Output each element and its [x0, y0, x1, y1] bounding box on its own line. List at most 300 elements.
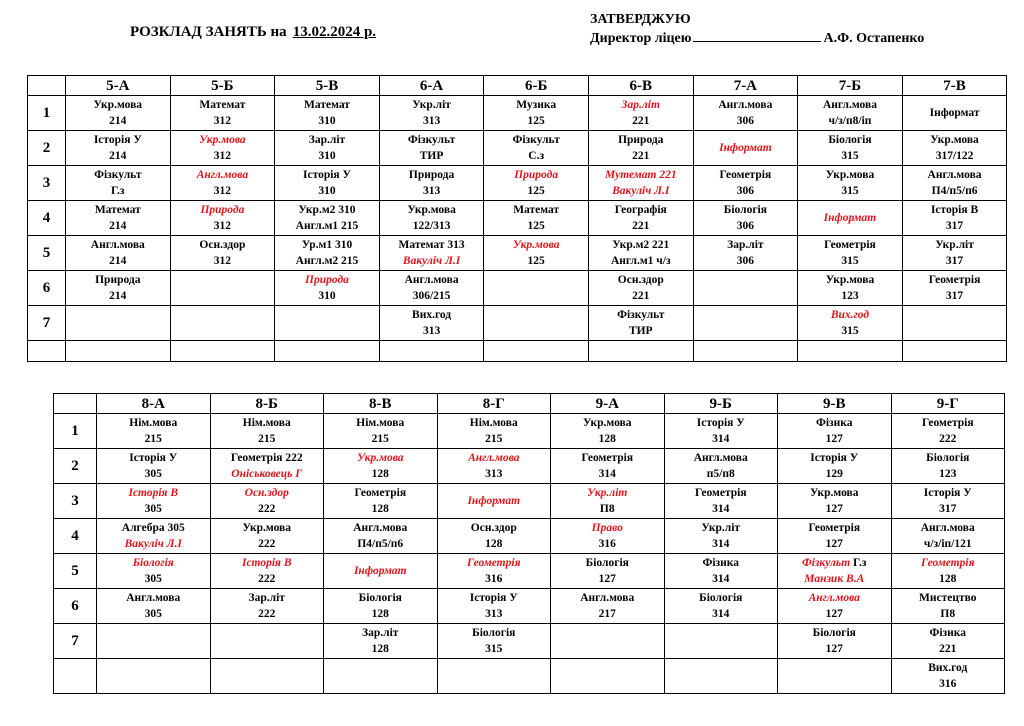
lesson-number — [54, 659, 97, 694]
subject-text: Інформат — [823, 212, 877, 224]
subject-text: Осн.здор — [244, 487, 289, 499]
room-text: 315 — [841, 325, 859, 337]
lesson-cell — [588, 96, 693, 131]
lesson-cell — [437, 414, 551, 449]
lesson-number: 2 — [54, 449, 97, 484]
empty-cell — [588, 341, 693, 362]
room-text: 127 — [598, 573, 616, 585]
subject-text: Природа — [95, 274, 141, 286]
lesson-cell — [275, 131, 380, 166]
lesson-cell — [902, 166, 1007, 201]
lesson-cell — [798, 271, 903, 306]
lesson-cell — [324, 554, 438, 589]
room-text: 316 — [485, 573, 503, 585]
subject-text: Нім.мова — [469, 417, 518, 429]
room-text: 306 — [736, 255, 754, 267]
lesson-cell — [588, 131, 693, 166]
lesson-number: 5 — [54, 554, 97, 589]
subject-text: Інформат — [719, 142, 772, 154]
subject-text: Алгебра 305 — [121, 522, 185, 534]
lesson-number: 2 — [28, 131, 66, 166]
subject-text: Укр.мова — [93, 99, 143, 111]
lesson-cell — [778, 659, 892, 694]
subject-text: Англ.мова — [90, 239, 145, 251]
subject-text: Укр.літ — [935, 239, 974, 251]
class-header: 5-Б — [170, 76, 275, 96]
room-text: 129 — [825, 468, 843, 480]
class-header: 5-А — [66, 76, 171, 96]
room-text: п5/п8 — [706, 468, 735, 480]
room-text: 222 — [258, 608, 276, 620]
lesson-cell — [210, 589, 324, 624]
lesson-cell — [275, 306, 380, 341]
room-text: 314 — [712, 538, 730, 550]
lesson-cell — [437, 554, 551, 589]
subject-text: Укр.літ — [412, 99, 451, 111]
lesson-cell — [324, 449, 438, 484]
lesson-cell — [97, 589, 211, 624]
room-text: 214 — [109, 115, 127, 127]
lesson-row — [54, 519, 1005, 554]
lesson-cell — [664, 484, 778, 519]
lesson-cell — [902, 131, 1007, 166]
room-text: 305 — [144, 503, 162, 515]
lesson-cell — [891, 484, 1005, 519]
subject-text: Природа — [200, 204, 245, 216]
room-text: 313 — [422, 325, 441, 337]
lesson-cell — [210, 414, 324, 449]
lesson-row — [54, 659, 1005, 694]
room-text: 125 — [527, 255, 545, 267]
lesson-cell — [891, 519, 1005, 554]
lesson-cell — [588, 201, 693, 236]
room-text: 127 — [825, 608, 843, 620]
lesson-cell — [778, 554, 892, 589]
corner-cell — [28, 76, 66, 96]
subject-text: Зар.літ — [308, 134, 346, 146]
room-text: 316 — [598, 538, 616, 550]
subject-text: Фізика — [815, 417, 853, 429]
room-text: Англ.м2 215 — [295, 255, 359, 267]
lesson-cell — [664, 414, 778, 449]
empty-row — [28, 341, 1007, 362]
subject-text: Історія У — [129, 452, 178, 464]
lesson-cell — [778, 414, 892, 449]
room-text: Манзик В.А — [804, 573, 865, 585]
subject-text: Фізкульт — [94, 169, 142, 181]
lesson-row — [54, 414, 1005, 449]
lesson-cell — [484, 166, 589, 201]
lesson-cell — [891, 414, 1005, 449]
subject-text: Інформат — [929, 107, 980, 119]
room-text: 127 — [825, 433, 843, 445]
subject-text: Фізкульт — [617, 309, 665, 321]
lesson-cell — [210, 659, 324, 694]
lesson-cell — [588, 236, 693, 271]
subject-text: Біологія — [585, 557, 629, 569]
room-text: 127 — [825, 643, 843, 655]
class-header: 7-В — [902, 76, 1007, 96]
subject-text: Геометрія — [928, 274, 981, 286]
lesson-cell — [551, 659, 665, 694]
lesson-row — [28, 236, 1007, 271]
subject-text: Біологія — [723, 204, 767, 216]
lesson-cell — [484, 201, 589, 236]
lesson-row — [28, 306, 1007, 341]
room-text: 128 — [598, 433, 616, 445]
lesson-cell — [551, 554, 665, 589]
lesson-cell — [324, 624, 438, 659]
lesson-cell — [664, 554, 778, 589]
lesson-cell — [379, 306, 484, 341]
lesson-number: 4 — [54, 519, 97, 554]
lesson-cell — [693, 166, 798, 201]
subject-text: Геометрія — [694, 487, 747, 499]
room-text: 222 — [939, 433, 957, 445]
lesson-cell — [275, 236, 380, 271]
lesson-cell — [484, 96, 589, 131]
subject-text: Укр.мова — [930, 134, 979, 146]
lesson-row — [28, 131, 1007, 166]
lesson-cell — [210, 519, 324, 554]
class-header: 7-А — [693, 76, 798, 96]
subject-text: Математ 313 — [398, 239, 465, 251]
lesson-cell — [693, 306, 798, 341]
subject-text: Біологія — [699, 592, 743, 604]
room-text: 221 — [632, 115, 650, 127]
room-text: 306 — [736, 115, 754, 127]
room-text: 222 — [258, 573, 276, 585]
subject-text: Інформат — [467, 495, 521, 507]
lesson-cell — [324, 414, 438, 449]
lesson-row — [28, 201, 1007, 236]
room-text: 313 — [422, 185, 441, 197]
lesson-cell — [210, 554, 324, 589]
room-text: ТИР — [628, 325, 653, 337]
subject-text: Зар.літ — [727, 239, 764, 251]
subject-text: Історія У — [810, 452, 859, 464]
room-text: 312 — [213, 255, 232, 267]
subject-text: Природа — [618, 134, 664, 146]
subject-text: Укр.м2 310 — [298, 204, 356, 216]
room-text: 214 — [109, 150, 127, 162]
signature-line — [693, 29, 821, 42]
class-header: 6-А — [379, 76, 484, 96]
subject-text: Укр.мова — [825, 169, 875, 181]
subject-text: Укр.мова — [825, 274, 875, 286]
subject-text: Ур.м1 310 — [301, 239, 353, 251]
lesson-cell — [66, 96, 171, 131]
room-text: Англ.м1 215 — [295, 220, 359, 232]
subject-text: Англ.мова — [196, 169, 249, 181]
room-text: 127 — [825, 503, 843, 515]
class-header: 9-В — [778, 394, 892, 414]
subject-text: Укр.м2 221 — [612, 239, 670, 251]
subject-text: Укр.мова — [583, 417, 632, 429]
subject-text: Укр.мова — [199, 134, 246, 146]
subject-text: Англ.мова — [808, 592, 860, 604]
room-text: 128 — [371, 608, 389, 620]
subject-text: Математ — [513, 204, 560, 216]
lesson-cell — [66, 131, 171, 166]
subject-text: Математ — [94, 204, 141, 216]
subject-text: Мутемат 221 — [604, 169, 677, 181]
lesson-cell — [551, 589, 665, 624]
lesson-cell — [891, 659, 1005, 694]
lesson-cell — [97, 659, 211, 694]
lesson-cell — [437, 659, 551, 694]
room-text: 310 — [318, 115, 336, 127]
lesson-cell — [379, 131, 484, 166]
lesson-cell — [437, 624, 551, 659]
room-text: 127 — [825, 538, 843, 550]
room-text: П4/п5/п6 — [931, 185, 978, 197]
empty-cell — [798, 341, 903, 362]
approval-block — [590, 10, 924, 48]
subject-text: Історія В — [128, 487, 179, 499]
lesson-number: 1 — [54, 414, 97, 449]
subject-text: Природа — [408, 169, 455, 181]
subject-text: Історія В — [930, 204, 979, 216]
subject-text: Укр.мова — [356, 452, 404, 464]
room-text: ч/з/п8/іп — [828, 115, 872, 127]
room-text: 125 — [527, 185, 545, 197]
room-text: 306 — [736, 185, 754, 197]
subject-text: Біологія — [828, 134, 872, 146]
class-header: 8-Г — [437, 394, 551, 414]
lesson-cell — [778, 519, 892, 554]
lesson-number: 4 — [28, 201, 66, 236]
subject-text: Фізкульт — [512, 134, 560, 146]
room-text: 317 — [939, 503, 957, 515]
room-text: П4/п5/п6 — [357, 538, 404, 550]
subject-text: Історія У — [696, 417, 745, 429]
lesson-cell — [484, 271, 589, 306]
lesson-cell — [484, 131, 589, 166]
lesson-number: 5 — [28, 236, 66, 271]
lesson-cell — [484, 306, 589, 341]
subject-text — [778, 555, 891, 571]
lesson-number: 1 — [28, 96, 66, 131]
lesson-cell — [891, 624, 1005, 659]
room-text: 214 — [109, 255, 127, 267]
lesson-cell — [693, 271, 798, 306]
room-text: Вакуліч Л.І — [124, 538, 182, 550]
room-text: 123 — [939, 468, 957, 480]
schedule-table-grades-5-7 — [27, 75, 1007, 362]
lesson-cell — [170, 271, 275, 306]
lesson-cell — [437, 449, 551, 484]
lesson-cell — [324, 484, 438, 519]
class-header: 6-В — [588, 76, 693, 96]
subject-text: Англ.мова — [126, 592, 181, 604]
room-text: 317 — [945, 220, 964, 232]
subject-text: Вих.год — [928, 662, 968, 674]
room-text: 128 — [371, 643, 389, 655]
lesson-cell — [798, 201, 903, 236]
lesson-cell — [379, 96, 484, 131]
corner-cell — [54, 394, 97, 414]
room-text: 128 — [485, 538, 503, 550]
lesson-cell — [551, 519, 665, 554]
class-header: 8-В — [324, 394, 438, 414]
lesson-number: 6 — [28, 271, 66, 306]
room-text: 128 — [371, 468, 389, 480]
room-text: 125 — [527, 220, 545, 232]
empty-cell — [693, 341, 798, 362]
empty-cell — [379, 341, 484, 362]
lesson-row — [54, 554, 1005, 589]
class-header: 9-Г — [891, 394, 1005, 414]
subject-text: Укр.мова — [407, 204, 456, 216]
subject-text: Геометрія — [581, 452, 634, 464]
lesson-cell — [170, 236, 275, 271]
lesson-cell — [798, 96, 903, 131]
room-text: 312 — [213, 115, 232, 127]
room-text: Вакуліч Л.І — [402, 255, 461, 267]
director-name: А.Ф. Остапенко — [823, 31, 925, 46]
subject-text: Історія У — [303, 169, 351, 181]
lesson-cell — [588, 166, 693, 201]
subject-text: Англ.мова — [927, 169, 982, 181]
subject-text: Англ.мова — [822, 99, 877, 111]
lesson-cell — [902, 306, 1007, 341]
class-header: 6-Б — [484, 76, 589, 96]
subject-text: Англ.мова — [404, 274, 459, 286]
lesson-number: 6 — [54, 589, 97, 624]
schedule-table-grades-8-9 — [53, 393, 1005, 694]
lesson-number: 7 — [54, 624, 97, 659]
lesson-number: 7 — [28, 306, 66, 341]
room-text: 317 — [945, 255, 964, 267]
room-text: 315 — [841, 185, 859, 197]
subject-text: Фізика — [702, 557, 740, 569]
room-text: 221 — [632, 290, 650, 302]
subject-text: Англ.мова — [718, 99, 773, 111]
lesson-cell — [902, 236, 1007, 271]
lesson-cell — [324, 589, 438, 624]
room-text: 314 — [712, 573, 730, 585]
subject-text: Осн.здор — [617, 274, 664, 286]
subject-text: Англ.мова — [580, 592, 635, 604]
room-text: 215 — [485, 433, 503, 445]
lesson-cell — [551, 624, 665, 659]
subject-text: Географія — [614, 204, 667, 216]
subject-text: Осн.здор — [470, 522, 517, 534]
room-text: 128 — [939, 573, 957, 585]
room-text: 215 — [258, 433, 276, 445]
subject-text: Історія У — [93, 134, 142, 146]
subject-text: Біологія — [358, 592, 402, 604]
room-text: 221 — [632, 150, 650, 162]
header-row — [54, 394, 1005, 414]
subject-text: Геометрія — [354, 487, 407, 499]
room-text: 305 — [144, 468, 162, 480]
lesson-cell — [484, 236, 589, 271]
room-text: Англ.м1 ч/з — [610, 255, 671, 267]
subject-text: Геометрія — [921, 417, 974, 429]
approve-label: ЗАТВЕРДЖУЮ — [590, 12, 691, 27]
lesson-cell — [778, 589, 892, 624]
lesson-cell — [664, 449, 778, 484]
class-header: 8-Б — [210, 394, 324, 414]
lesson-cell — [379, 236, 484, 271]
subject-text: Зар.літ — [248, 592, 285, 604]
lesson-cell — [170, 166, 275, 201]
subject-text: Біологія — [472, 627, 516, 639]
lesson-cell — [664, 589, 778, 624]
lesson-cell — [170, 131, 275, 166]
subject-text: Математ — [304, 99, 350, 111]
room-text: 215 — [144, 433, 162, 445]
lesson-cell — [902, 96, 1007, 131]
class-header: 7-Б — [798, 76, 903, 96]
lesson-cell — [891, 589, 1005, 624]
room-text: ч/з/іп/121 — [923, 538, 972, 550]
room-text: 128 — [371, 503, 389, 515]
lesson-cell — [275, 166, 380, 201]
room-text: 125 — [527, 115, 545, 127]
room-text: 314 — [712, 503, 730, 515]
subject-text: Нім.мова — [129, 417, 178, 429]
subject-text: Природа — [514, 169, 559, 181]
subject-text: Укр.мова — [810, 487, 859, 499]
class-header: 5-В — [275, 76, 380, 96]
lesson-cell — [379, 166, 484, 201]
lesson-cell — [97, 624, 211, 659]
subject-text: Музика — [516, 99, 557, 111]
lesson-cell — [170, 201, 275, 236]
room-text: П8 — [599, 503, 615, 515]
lesson-cell — [97, 414, 211, 449]
room-inline: Г.з — [850, 557, 867, 569]
subject-text: Математ — [199, 99, 246, 111]
lesson-cell — [379, 271, 484, 306]
subject-text: Біологія — [132, 557, 174, 569]
lesson-cell — [693, 201, 798, 236]
subject-text: Вих.год — [830, 309, 870, 321]
subject-text: Вих.год — [412, 309, 452, 321]
lesson-cell — [97, 484, 211, 519]
lesson-row — [28, 166, 1007, 201]
room-text: 214 — [109, 220, 127, 232]
room-text: 305 — [144, 608, 162, 620]
class-header: 9-Б — [664, 394, 778, 414]
subject-text: Укр.літ — [587, 487, 628, 499]
subject-text: Зар.літ — [362, 627, 399, 639]
lesson-row — [28, 271, 1007, 306]
room-text: 313 — [422, 115, 441, 127]
subject-text: Геометрія — [920, 557, 975, 569]
lesson-cell — [693, 236, 798, 271]
subject-text: Укр.літ — [701, 522, 741, 534]
director-line — [590, 29, 924, 48]
lesson-cell — [437, 519, 551, 554]
room-text: 312 — [213, 220, 232, 232]
subject-text: Англ.мова — [693, 452, 748, 464]
lesson-cell — [97, 519, 211, 554]
room-text: Вакуліч Л.І — [612, 185, 670, 197]
lesson-number: 3 — [54, 484, 97, 519]
subject-text: Історія В — [241, 557, 292, 569]
room-text: 313 — [485, 608, 503, 620]
subject-text: Геометрія — [824, 239, 876, 251]
room-text: 314 — [598, 468, 616, 480]
subject-text: Англ.мова — [353, 522, 408, 534]
empty-cell — [28, 341, 66, 362]
lesson-cell — [210, 449, 324, 484]
lesson-cell — [551, 414, 665, 449]
